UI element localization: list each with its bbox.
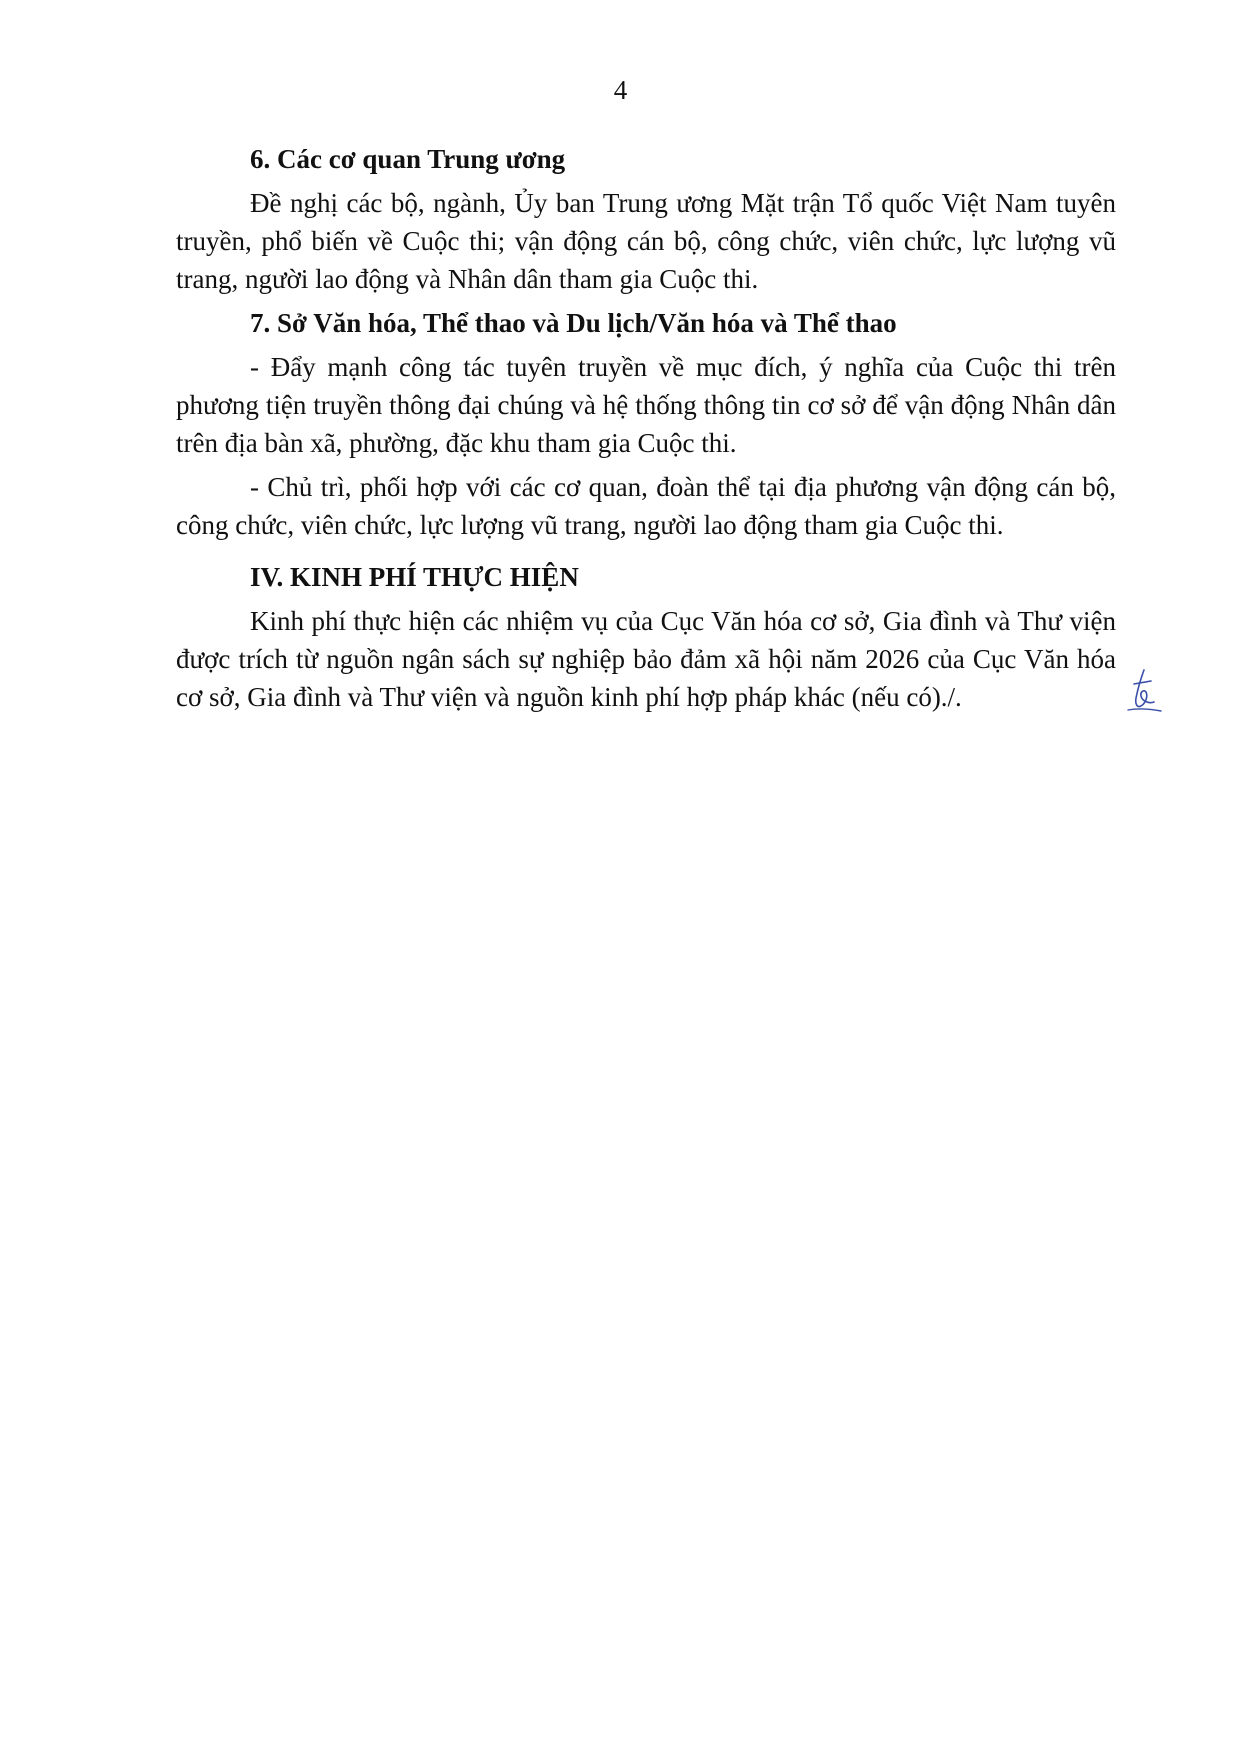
paragraph-culture-propaganda: - Đẩy mạnh công tác tuyên truyền về mục đích, ý nghĩa của Cuộc thi trên phương tiện truyền thông đại chúng và hệ thống thông tin cơ sở để vận động Nhân dân trên địa bàn xã, phường, đặc khu tham gia Cuộc thi.: [176, 352, 1116, 458]
paragraph-central-agencies: Đề nghị các bộ, ngành, Ủy ban Trung ương Mặt trận Tổ quốc Việt Nam tuyên truyền, phổ biến về Cuộc thi; vận động cán bộ, công chức, viên chức, lực lượng vũ trang, người lao động và Nhân dân tham gia Cuộc thi.: [176, 188, 1116, 294]
paragraph-culture-coordination: - Chủ trì, phối hợp với các cơ quan, đoàn thể tại địa phương vận động cán bộ, công chức, viên chức, lực lượng vũ trang, người lao động tham gia Cuộc thi.: [176, 472, 1116, 540]
section-heading-culture-department: 7. Sở Văn hóa, Thể thao và Du lịch/Văn hóa và Thể thao: [250, 308, 897, 338]
document-body: [176, 140, 1116, 716]
initials-signature-icon: [1124, 668, 1164, 716]
section-heading-central-agencies: 6. Các cơ quan Trung ương: [250, 144, 566, 174]
paragraph-funding: Kinh phí thực hiện các nhiệm vụ của Cục Văn hóa cơ sở, Gia đình và Thư viện được trích từ nguồn ngân sách sự nghiệp bảo đảm xã hội năm 2026 của Cục Văn hóa cơ sở, Gia đình và Thư viện và nguồn kinh phí hợp pháp khác (nếu có)./.: [176, 606, 1116, 712]
page-number: 4: [613, 75, 628, 105]
section-heading-funding: IV. KINH PHÍ THỰC HIỆN: [250, 562, 579, 592]
